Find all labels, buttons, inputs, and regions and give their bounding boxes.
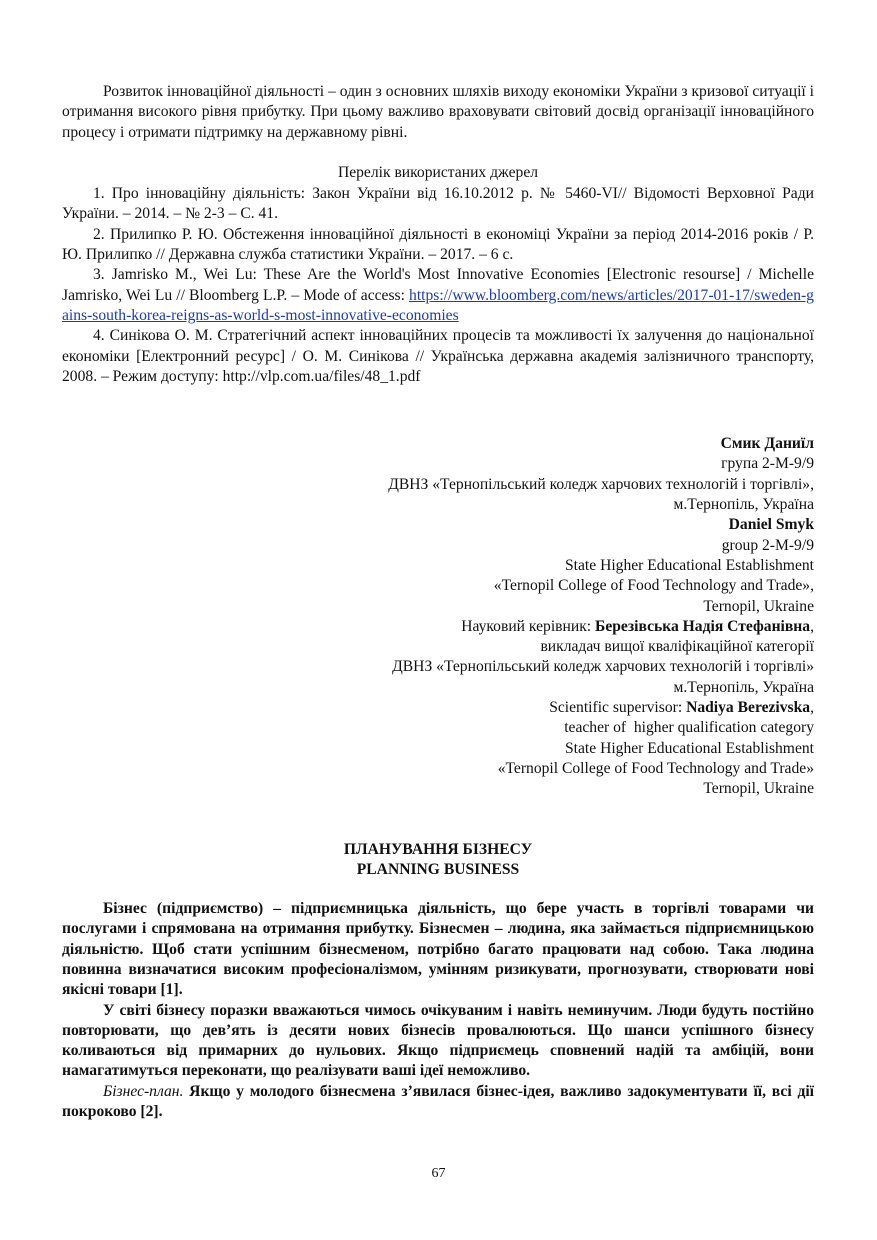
supervisor-line-en: Scientific supervisor: Nadiya Berezivska, <box>549 699 814 717</box>
reference-item-3-text: 3. Jamrisko M., Wei Lu: These Are the World's Most Innovative Economies [Electronic resourse] / Michelle Jamrisko, Wei Lu // Bloomberg L.P. – Mode of access: <box>62 266 814 304</box>
reference-item-3 <box>62 265 814 326</box>
article-paragraph-3 <box>62 1082 814 1123</box>
business-plan-label: Бізнес-план. <box>103 1082 184 1100</box>
supervisor-name-en: Nadiya Berezivska <box>686 699 811 717</box>
supervisor-institution-ua: ДВНЗ «Тернопільський коледж харчових технологій і торгівлі» <box>392 658 814 676</box>
author-group-ua: група 2-М-9/9 <box>721 455 814 473</box>
supervisor-label-en: Scientific supervisor: <box>549 699 683 717</box>
author-institution-ua: ДВНЗ «Тернопільський коледж харчових технологій і торгівлі», <box>388 475 814 493</box>
authors-block <box>62 434 814 799</box>
article-titles <box>62 840 814 881</box>
author-city-ua: м.Тернопіль, Україна <box>673 496 814 514</box>
author-name-en: Daniel Smyk <box>728 516 814 534</box>
supervisor-city-ua: м.Тернопіль, Україна <box>673 678 814 696</box>
supervisor-label-ua: Науковий керівник: <box>461 617 592 635</box>
reference-item-1: 1. Про інноваційну діяльність: Закон України від 16.10.2012 р. № 5460-VI// Відомості Верховної Ради України. – 2014. – № 2-3 – С. 41. <box>62 185 814 223</box>
article-title-ua: ПЛАНУВАННЯ БІЗНЕСУ <box>343 840 533 858</box>
reference-item-4: 4. Синікова О. М. Стратегічний аспект інноваційних процесів та можливості їх залучення до національної економіки [Електронний ресурс] / О. М. Синікова // Українська державна академія залізничного транспорту, 2008. – Режим доступу: http://vlp.com.ua/files/48_1.pdf <box>62 327 814 385</box>
author-city-en: Ternopil, Ukraine <box>703 597 814 615</box>
intro-paragraph: Розвиток інноваційної діяльності – один з основних шляхів виходу економіки України з кризової ситуації і отримання високого рівня прибутку. При цьому важливо враховувати світовий досвід організації інноваційного процесу і отримати підтримку на державному рівні. <box>62 83 814 141</box>
author-institution-en-2: «Ternopil College of Food Technology and Trade», <box>493 577 814 595</box>
reference-item-3-link[interactable]: https://www.bloomberg.com/news/articles/2017-01-17/sweden-gains-south-korea-reigns-as-world-s-most-innovative-economies <box>62 286 814 324</box>
supervisor-institution-en-1: State Higher Educational Establishment <box>564 739 814 757</box>
article-paragraph-2: У світі бізнесу поразки вважаються чимось очікуваним і навіть неминучим. Люди будуть постійно повторювати, що дев’ять із десяти нових бізнесів провалюються. Що шанси успішного бізнесу коливаються від примарних до нульових. Якщо підприємець сповнений надій та амбіцій, вони намагатимуться переконати, що реалізувати ваші ідеї неможливо. <box>62 1001 814 1080</box>
article-body <box>62 899 814 1122</box>
supervisor-institution-en-2: «Ternopil College of Food Technology and Trade» <box>497 759 814 777</box>
references-title: Перелік використаних джерел <box>337 163 539 181</box>
author-name-ua: Смик Даниїл <box>720 435 814 453</box>
author-group-en: group 2-M-9/9 <box>721 536 814 554</box>
page-content <box>62 82 814 1122</box>
article-paragraph-1: Бізнес (підприємство) – підприємницька діяльність, що бере участь в торгівлі товарами чи послугами і спрямована на отримання прибутку. Бізнесмен – людина, яка займається підприємницькою діяльністю. Щоб стати успішним бізнесменом, потрібно багато працювати над собою. Така людина повинна визначатися високим професіоналізмом, умінням ризикувати, прогнозувати, створювати нові якісні товари [1]. <box>62 900 814 999</box>
page-number: 67 <box>431 1166 446 1181</box>
reference-item-2: 2. Прилипко Р. Ю. Обстеження інноваційної діяльності в економіці України за період 2014-2016 років / Р. Ю. Прилипко // Державна служба статистики України. – 2017. – 6 с. <box>62 225 814 264</box>
supervisor-line-ua: Науковий керівник: Березівська Надія Стефанівна, <box>461 617 814 635</box>
article-title-en: PLANNING BUSINESS <box>356 860 520 878</box>
supervisor-position-ua: викладач вищої кваліфікаційної категорії <box>540 638 814 656</box>
author-institution-en-1: State Higher Educational Establishment <box>564 556 814 574</box>
supervisor-position-en: teacher of higher qualification category <box>564 719 814 737</box>
business-plan-text: Якщо у молодого бізнесмена з’явилася бізнес-ідея, важливо задокументувати її, всі дії покроково [2]. <box>62 1082 814 1121</box>
supervisor-name-ua: Березівська Надія Стефанівна <box>595 617 811 635</box>
supervisor-city-en: Ternopil, Ukraine <box>703 780 814 798</box>
